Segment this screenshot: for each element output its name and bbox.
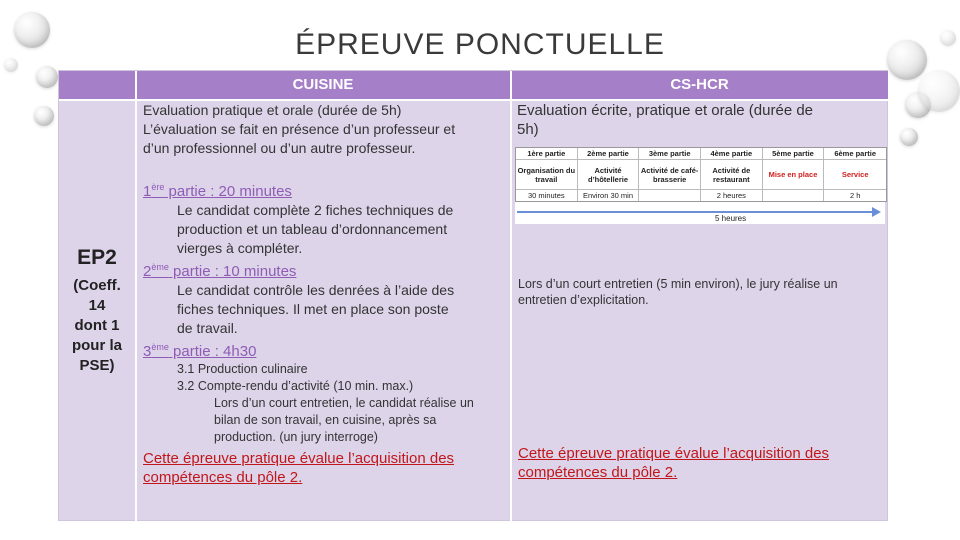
- part3-line: Lors d’un court entretien, le candidat réalise un: [214, 396, 474, 410]
- cshcr-conclusion-line: Cette épreuve pratique évalue l’acquisition des: [518, 445, 830, 462]
- column-divider: [510, 71, 512, 522]
- part2-sup: ème: [151, 262, 169, 272]
- part1-number: 1: [143, 183, 152, 200]
- timeline-activity: Mise en place: [763, 160, 825, 190]
- timeline-arrow-line: [517, 211, 873, 213]
- part3-item: 3.1 Production culinaire: [177, 362, 308, 376]
- timeline-grid: [515, 147, 887, 202]
- part1-heading: [143, 178, 507, 201]
- header-cshcr: CS-HCR: [511, 71, 888, 99]
- part1-line: Le candidat complète 2 fiches techniques de: [177, 202, 454, 218]
- timeline-activity: Activité d’hôtellerie: [578, 160, 640, 190]
- timeline-activity: Organisation du travail: [516, 160, 578, 190]
- timeline-part: 2ème partie: [578, 148, 640, 160]
- ep-coef-line: 14: [88, 297, 106, 314]
- part1-line: vierges à compléter.: [177, 240, 303, 256]
- decorative-bubble: [918, 70, 960, 112]
- timeline-activity: Service: [824, 160, 886, 190]
- timeline-activity: Activité de restaurant: [701, 160, 763, 190]
- part2-number: 2: [143, 263, 152, 280]
- part3-line: production. (un jury interroge): [214, 430, 378, 444]
- cshcr-intro-line: 5h): [517, 121, 539, 138]
- part3-item: 3.2 Compte-rendu d’activité (10 min. max.): [177, 379, 414, 393]
- cshcr-entretien: [518, 276, 884, 308]
- part2-label: partie : 10 minutes: [168, 263, 297, 280]
- cuisine-conclusion-line: Cette épreuve pratique évalue l’acquisition des: [143, 450, 455, 467]
- header-cuisine: CUISINE: [136, 71, 510, 99]
- page-title: ÉPREUVE PONCTUELLE: [295, 28, 665, 61]
- cuisine-intro-line: Evaluation pratique et orale (durée de 5h): [143, 102, 402, 118]
- cshcr-intro: [517, 101, 883, 139]
- timeline-total: 5 heures: [715, 214, 747, 223]
- decorative-bubble: [34, 106, 54, 126]
- timeline-duration: 2 heures: [701, 190, 763, 201]
- cshcr-entretien-line: entretien d’explicitation.: [518, 293, 649, 307]
- decorative-bubble: [36, 66, 58, 88]
- cuisine-intro-line: d’un professionnel ou d’un autre professeur.: [143, 140, 416, 156]
- timeline-part: 4ème partie: [701, 148, 763, 160]
- ep-coef-line: (Coeff.: [73, 277, 121, 294]
- part3-sup: ème: [151, 342, 169, 352]
- ep-coef-line: dont 1: [74, 317, 120, 334]
- part1-label: partie : 20 minutes: [164, 183, 292, 200]
- timeline-arrow: [515, 202, 885, 224]
- cshcr-conclusion: [518, 444, 886, 482]
- timeline-activity: Activité de café-brasserie: [639, 160, 701, 190]
- timeline-part: 3ème partie: [639, 148, 701, 160]
- cshcr-entretien-line: Lors d’un court entretien (5 min environ), le jury réalise un: [518, 277, 838, 291]
- cuisine-conclusion: [143, 449, 507, 487]
- part2-line: de travail.: [177, 320, 238, 336]
- timeline-part: 1ère partie: [516, 148, 578, 160]
- timeline-duration: [763, 190, 825, 201]
- cuisine-intro-line: L’évaluation se fait en présence d’un professeur et: [143, 121, 456, 137]
- header-empty: [59, 71, 135, 99]
- decorative-bubble: [900, 128, 918, 146]
- timeline-duration: Environ 30 min: [578, 190, 640, 201]
- timeline-diagram: [515, 147, 889, 225]
- ep-label: [59, 246, 135, 376]
- cshcr-conclusion-line: compétences du pôle 2.: [518, 464, 678, 481]
- ep-coef-line: pour la: [71, 337, 122, 354]
- ep-coef-line: PSE): [79, 357, 115, 374]
- timeline-duration: 30 minutes: [516, 190, 578, 201]
- part1-line: production et un tableau d’ordonnancement: [177, 221, 448, 237]
- part2-line: Le candidat contrôle les denrées à l’aide des: [177, 282, 455, 298]
- part1-sup: ère: [151, 182, 165, 192]
- cshcr-intro-line: Evaluation écrite, pratique et orale (durée de: [517, 102, 814, 119]
- part3-number: 3: [143, 343, 152, 360]
- part3-label: partie : 4h30: [168, 343, 257, 360]
- part3-heading: [143, 338, 507, 361]
- part2-heading: [143, 258, 507, 281]
- timeline-duration: [639, 190, 701, 201]
- comparison-table: [58, 70, 888, 521]
- column-divider: [135, 71, 137, 522]
- cuisine-parts: [143, 178, 507, 446]
- timeline-duration: 2 h: [849, 191, 861, 200]
- cuisine-intro: [143, 101, 507, 158]
- cuisine-conclusion-line: compétences du pôle 2.: [143, 469, 303, 486]
- part2-line: fiches techniques. Il met en place son poste: [177, 301, 449, 317]
- ep-code: EP2: [77, 246, 117, 269]
- part3-line: bilan de son travail, en cuisine, après sa: [214, 413, 437, 427]
- timeline-part: 6ème partie: [824, 148, 886, 160]
- timeline-part: 5ème partie: [763, 148, 825, 160]
- arrow-head-icon: [872, 207, 881, 217]
